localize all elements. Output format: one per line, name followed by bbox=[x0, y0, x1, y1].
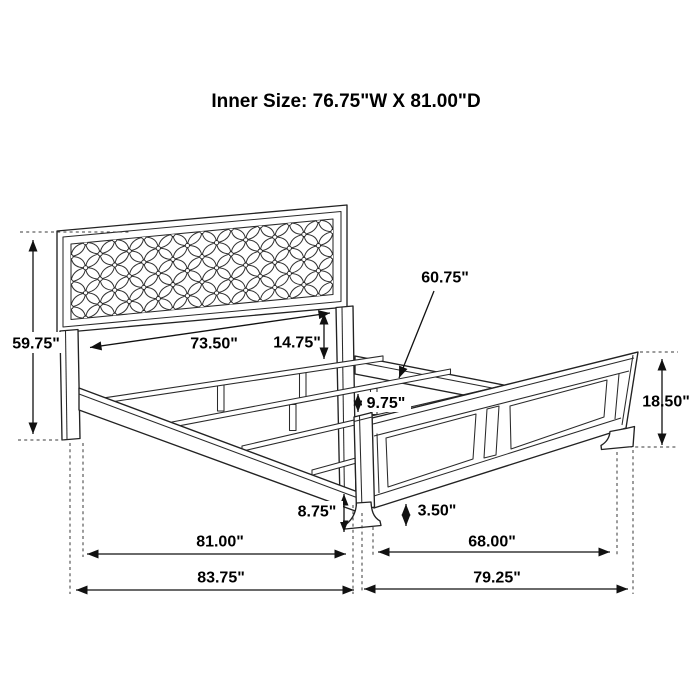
dim-label-slat-length: 60.75" bbox=[421, 269, 469, 287]
tufting-button bbox=[156, 297, 160, 301]
tufting-button bbox=[215, 241, 219, 245]
tufting-button bbox=[185, 243, 189, 247]
dim-label-rail-floor-clearance: 8.75" bbox=[297, 503, 337, 521]
tufting-button bbox=[156, 271, 160, 275]
tufting-button bbox=[316, 244, 320, 248]
tufting-button bbox=[200, 280, 204, 284]
dim-label-headboard-leg-drop: 14.75" bbox=[273, 334, 321, 352]
tufting-button bbox=[215, 291, 219, 295]
tufting-button bbox=[302, 257, 306, 261]
tufting-button bbox=[98, 302, 102, 306]
tufting-button bbox=[98, 252, 102, 256]
tufting-button bbox=[127, 274, 131, 278]
tufting-button bbox=[244, 263, 248, 267]
tufting-button bbox=[273, 235, 277, 239]
tufting-button bbox=[84, 291, 88, 295]
tufting-button bbox=[316, 269, 320, 273]
tufting-button bbox=[244, 288, 248, 292]
tufting-button bbox=[113, 288, 117, 292]
dim-foot-height bbox=[406, 503, 456, 527]
tufting-button bbox=[287, 271, 291, 275]
tufting-button bbox=[287, 246, 291, 250]
tufting-button bbox=[258, 274, 262, 278]
tufting-button bbox=[84, 266, 88, 270]
tufting-button bbox=[142, 285, 146, 289]
dim-label-rail-to-post-drop: 9.75" bbox=[366, 395, 406, 412]
dim-label-footboard-height: 18.50" bbox=[642, 393, 690, 411]
tufting-button bbox=[171, 257, 175, 261]
dim-label-inner-depth: 81.00" bbox=[196, 533, 244, 551]
dim-footboard-inner-span bbox=[378, 534, 610, 553]
tufting-button bbox=[302, 283, 306, 287]
headboard-right-post bbox=[336, 306, 356, 502]
tufting-button bbox=[273, 285, 277, 289]
tufting-button bbox=[98, 277, 102, 281]
footboard-center-stile bbox=[484, 406, 499, 458]
tufting-button bbox=[200, 255, 204, 259]
tufting-button bbox=[185, 269, 189, 273]
tufting-button bbox=[258, 249, 262, 253]
dim-footboard-height bbox=[642, 359, 690, 445]
tufting-button bbox=[273, 260, 277, 264]
tufting-button bbox=[229, 252, 233, 256]
tufting-button bbox=[302, 232, 306, 236]
footboard-left-post bbox=[354, 413, 375, 512]
tufting-button bbox=[127, 299, 131, 303]
dim-label-overall-height: 59.75" bbox=[12, 335, 60, 353]
dim-label-overall-depth-footboard-side: 79.25" bbox=[473, 569, 521, 587]
tufting-button bbox=[156, 246, 160, 250]
dim-label-overall-depth-headboard-side: 83.75" bbox=[197, 569, 245, 587]
dim-rail-to-post-drop bbox=[358, 392, 411, 412]
tufting-button bbox=[113, 263, 117, 267]
dim-overall-depth-footboard-side bbox=[364, 570, 628, 590]
dim-label-headboard-width: 73.50" bbox=[190, 335, 238, 353]
tufting-button bbox=[185, 294, 189, 298]
tufting-button bbox=[127, 249, 131, 253]
dim-label-foot-height: 3.50" bbox=[417, 502, 457, 520]
page-title: Inner Size: 76.75"W X 81.00"D bbox=[211, 91, 481, 112]
tufting-button bbox=[229, 277, 233, 281]
tufting-button bbox=[142, 260, 146, 264]
dim-overall-height bbox=[8, 240, 64, 434]
tufting-button bbox=[171, 283, 175, 287]
tufting-button bbox=[244, 238, 248, 242]
dim-label-footboard-inner-span: 68.00" bbox=[468, 533, 516, 551]
dim-slat-length bbox=[399, 270, 469, 379]
dim-inner-depth bbox=[87, 534, 346, 555]
tufting-button bbox=[215, 266, 219, 270]
dim-overall-depth-headboard-side bbox=[76, 570, 354, 591]
